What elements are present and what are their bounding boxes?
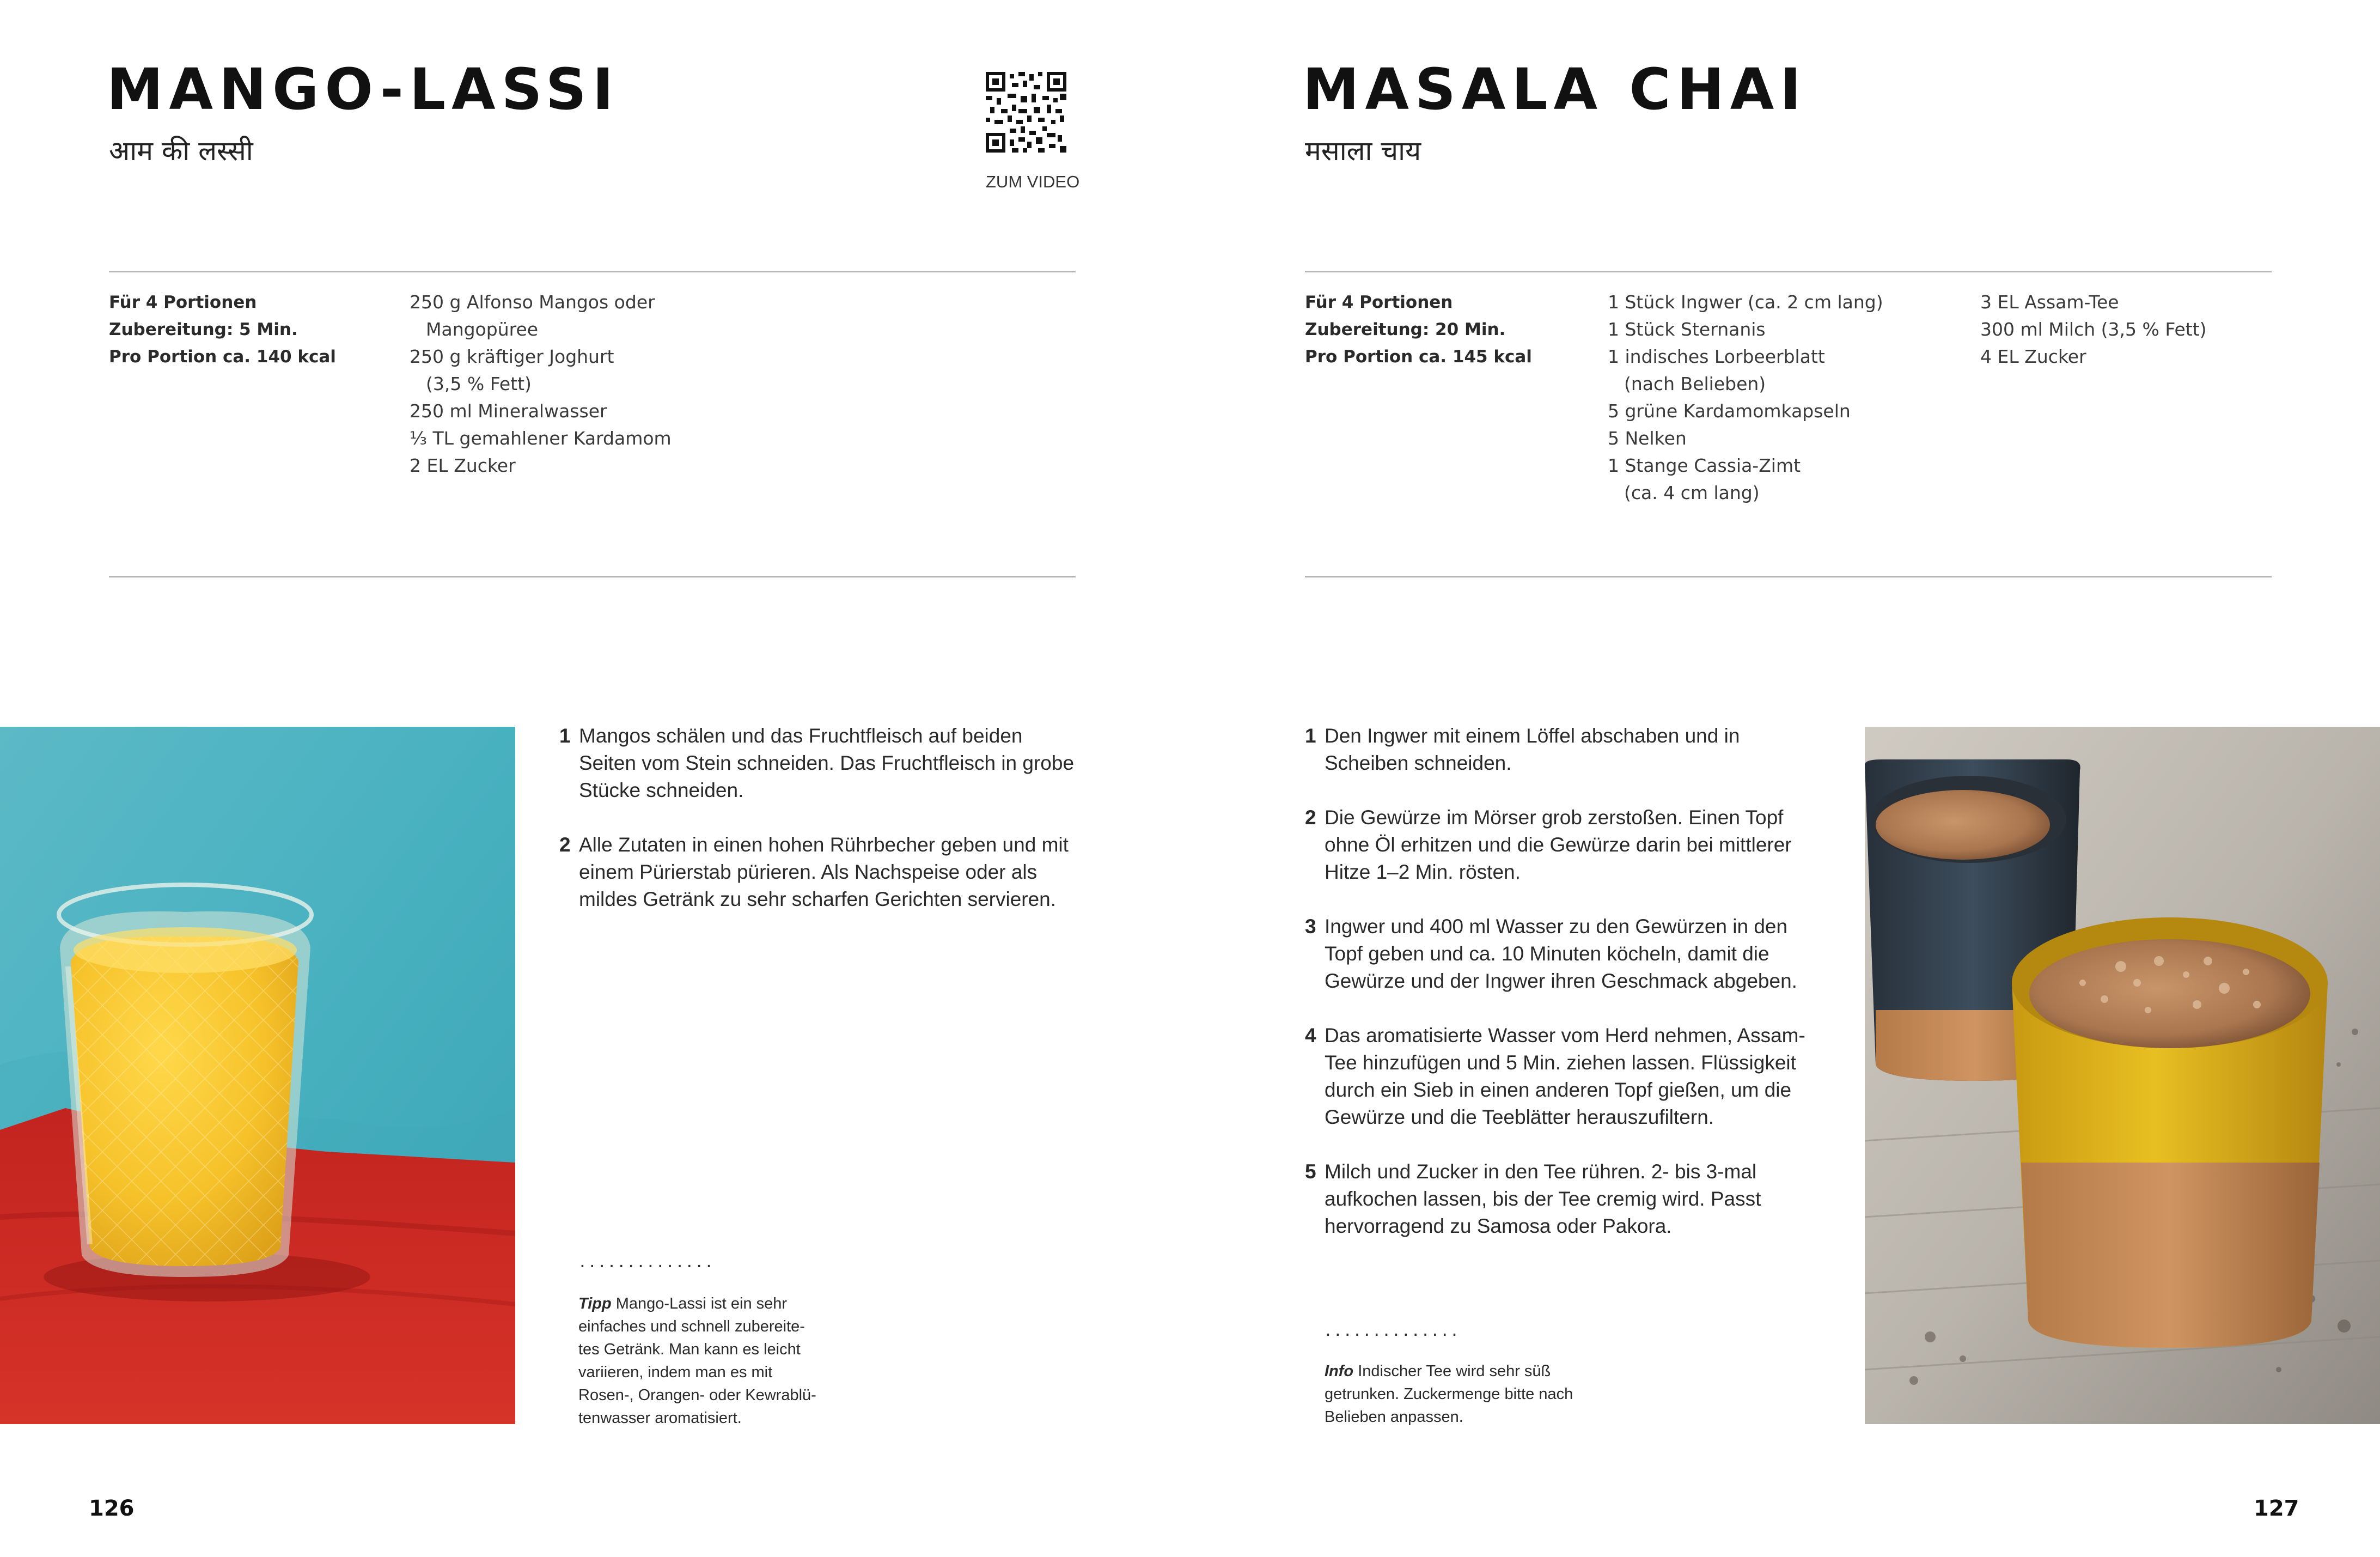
left-bottom-rule (109, 576, 1076, 577)
step-text: Ingwer und 400 ml Wasser zu den Gewürzen in den Topf geben und ca. 10 Minuten köcheln, damit die Gewürze und der Ingwer ihren Geschmack abgeben. (1325, 915, 1797, 992)
step-text: Den Ingwer mit einem Löffel abschaben und in Scheiben schneiden. (1325, 725, 1740, 774)
ingredient-continuation: (nach Belieben) (1624, 373, 1766, 394)
step (1305, 1158, 1820, 1240)
tip-label: Tipp (578, 1295, 612, 1312)
step-text: Mangos schälen und das Fruchtfleisch auf beiden Seiten vom Stein schneiden. Das Fruchtfleisch in grobe Stücke schneiden. (579, 725, 1075, 801)
tip-line: Mango-Lassi ist ein sehr (611, 1295, 788, 1312)
info-label: Info (1325, 1363, 1354, 1380)
qr-code-icon[interactable] (986, 72, 1066, 153)
tip-line: variieren, indem man es mit (578, 1364, 773, 1381)
right-recipe-subtitle: मसाला चाय (1305, 135, 1421, 167)
right-recipe-meta (1305, 289, 1532, 370)
ingredient: 4 EL Zucker (1980, 346, 2086, 367)
calories: Pro Portion ca. 140 kcal (109, 347, 336, 367)
left-page-number: 126 (89, 1496, 135, 1521)
ingredient: 1 Stück Sternanis (1608, 319, 1766, 340)
right-top-rule (1305, 271, 2272, 272)
ingredient: 2 EL Zucker (410, 455, 516, 476)
info-line: Belieben anpassen. (1325, 1408, 1463, 1426)
prep-time: Zubereitung: 5 Min. (109, 320, 298, 339)
prep-time: Zubereitung: 20 Min. (1305, 320, 1506, 339)
ingredient-continuation: (ca. 4 cm lang) (1624, 482, 1760, 503)
step-number: 2 (1305, 806, 1316, 829)
step-text: Alle Zutaten in einen hohen Rührbecher geben und mit einem Pürierstab pürieren. Als Nachspeise oder als mildes Getränk zu sehr scharfen Gerichten servieren. (579, 834, 1069, 910)
step-number: 2 (559, 834, 571, 856)
right-bottom-rule (1305, 576, 2272, 577)
tip-line: Rosen-, Orangen- oder Kewrablü- (578, 1386, 816, 1404)
step (1305, 1022, 1820, 1131)
ingredient: 300 ml Milch (3,5 % Fett) (1980, 319, 2207, 340)
servings: Für 4 Portionen (109, 293, 257, 312)
step-number: 4 (1305, 1024, 1316, 1047)
left-recipe-title: MANGO-LASSI (107, 56, 620, 123)
ingredient: 250 ml Mineralwasser (410, 400, 607, 422)
ingredient: 1 indisches Lorbeerblatt (1608, 346, 1825, 367)
info-note (1325, 1360, 1630, 1428)
ingredient: 5 grüne Kardamomkapseln (1608, 400, 1851, 422)
ingredient-continuation: Mangopüree (426, 319, 539, 340)
step-text: Milch und Zucker in den Tee rühren. 2- bis 3-mal aufkochen lassen, bis der Tee cremig wird. Passt hervorragend zu Samosa oder Pakora. (1325, 1160, 1761, 1237)
tip-line: einfaches und schnell zubereite- (578, 1318, 805, 1335)
ingredient-continuation: (3,5 % Fett) (426, 373, 532, 394)
right-recipe-title: MASALA CHAI (1303, 56, 1807, 123)
ingredient: 3 EL Assam-Tee (1980, 291, 2119, 313)
right-ingredients-col1 (1608, 289, 1883, 507)
info-dots: .............. (1323, 1322, 1460, 1340)
tip-line: tenwasser aromatisiert. (578, 1409, 742, 1427)
step-text: Die Gewürze im Mörser grob zerstoßen. Einen Topf ohne Öl erhitzen und die Gewürze darin bei mittlerer Hitze 1–2 Min. rösten. (1325, 806, 1792, 883)
step-number: 3 (1305, 915, 1316, 938)
ingredient: 250 g Alfonso Mangos oder (410, 291, 655, 313)
step-number: 5 (1305, 1160, 1316, 1183)
right-page-number: 127 (2254, 1496, 2299, 1521)
step (559, 831, 1076, 913)
step-number: 1 (559, 725, 571, 747)
tip-dots: .............. (578, 1253, 715, 1271)
left-steps (559, 722, 1076, 940)
servings: Für 4 Portionen (1305, 293, 1453, 312)
left-top-rule (109, 271, 1076, 272)
step-text: Das aromatisierte Wasser vom Herd nehmen, Assam-Tee hinzufügen und 5 Min. ziehen lassen. Flüssigkeit durch ein Sieb in einen anderen Topf gießen, um die Gewürze und die Teeblätter herauszufiltern. (1325, 1024, 1805, 1128)
ingredient: 1 Stange Cassia-Zimt (1608, 455, 1801, 476)
ingredient: 5 Nelken (1608, 428, 1687, 449)
ingredient: ⅓ TL gemahlener Kardamom (410, 428, 672, 449)
step-number: 1 (1305, 725, 1316, 747)
qr-video-label[interactable]: ZUM VIDEO (986, 172, 1080, 191)
ingredient: 1 Stück Ingwer (ca. 2 cm lang) (1608, 291, 1883, 313)
right-steps (1305, 722, 1820, 1267)
tip-note (578, 1292, 862, 1430)
left-recipe-meta (109, 289, 336, 370)
tip-line: tes Getränk. Man kann es leicht (578, 1341, 801, 1358)
step (559, 722, 1076, 804)
right-ingredients-col2 (1980, 289, 2207, 370)
ingredient: 250 g kräftiger Joghurt (410, 346, 614, 367)
info-line: Indischer Tee wird sehr süß (1353, 1363, 1551, 1380)
masala-chai-photo (1865, 727, 2380, 1424)
left-ingredients-list (410, 289, 672, 479)
mango-lassi-photo (0, 727, 515, 1424)
step (1305, 722, 1820, 777)
step (1305, 804, 1820, 886)
calories: Pro Portion ca. 145 kcal (1305, 347, 1532, 367)
step (1305, 913, 1820, 995)
info-line: getrunken. Zuckermenge bitte nach (1325, 1385, 1573, 1403)
left-recipe-subtitle: आम की लस्सी (109, 135, 253, 167)
